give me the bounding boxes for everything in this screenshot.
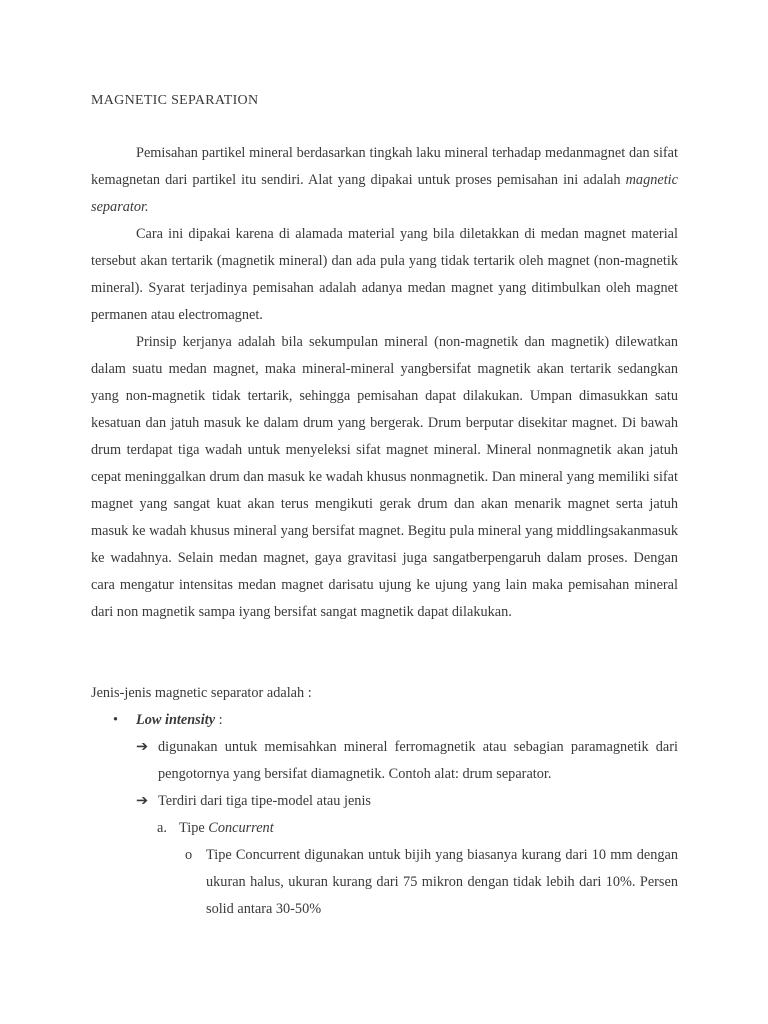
document-body [91,140,678,626]
bullet-marker: • [113,712,119,728]
sub-item-marker: a. [157,820,167,836]
sub-item-a [157,815,274,842]
bullet-item-low-intensity [113,707,223,734]
paragraph-3: Prinsip kerjanya adalah bila sekumpulan mineral (non-magnetik dan magnetik) dilewatkan dalam suatu medan magnet, maka mineral-mineral yangbersifat magnetik akan tertarik sedangkan yang non-magnetik tidak tertarik, sehingga pemisahan dapat dilakukan. Umpan dimasukkan satu kesatuan dan jatuh masuk ke dalam drum yang bergerak. Drum berputar disekitar magnet. Di bawah drum terdapat tiga wadah untuk menyeleksi sifat magnet mineral. Mineral nonmagnetik akan jatuh cepat meninggalkan drum dan masuk ke wadah khusus nonmagnetik. Dan mineral yang memiliki sifat magnet yang sangat kuat akan terus mengikuti gerak drum dan akan menarik magnet serta jatuh masuk ke wadah khusus mineral yang bersifat magnet. Begitu pula mineral yang middlingsakanmasuk ke wadahnya. Selain medan magnet, gaya gravitasi juga sangatberpengaruh dalam proses. Dengan cara mengatur intensitas medan magnet darisatu ujung ke ujung yang lain maka pemisahan mineral dari non magnetik sampa iyang bersifat sangat magnetik dapat dilakukan. [91,334,678,620]
paragraph-1-italic: magnetic separator. [91,172,678,215]
circle-item-1-text: Tipe Concurrent digunakan untuk bijih yang biasanya kurang dari 10 mm dengan ukuran halus, ukuran kurang dari 75 mikron dengan tidak lebih dari 10%. Persen solid antara 30-50% [206,847,678,917]
bullet-label: Low intensity [136,712,216,728]
arrow-item-2-text: Terdiri dari tiga tipe-model atau jenis [158,793,371,809]
arrow-right-icon: ➔ [136,793,148,809]
arrow-item-1-text: digunakan untuk memisahkan mineral ferromagnetik atau sebagian paramagnetik dari pengotornya yang bersifat diamagnetik. Contoh alat: drum separator. [158,739,678,782]
sub-item-prefix: Tipe [179,820,209,836]
paragraph-2: Cara ini dipakai karena di alamada material yang bila diletakkan di medan magnet material tersebut akan tertarik (magnetik mineral) dan ada pula yang tidak tertarik oleh magnet (non-magnetik mineral). Syarat terjadinya pemisahan adalah adanya medan magnet yang ditimbulkan oleh magnet permanen atau electromagnet. [91,226,678,323]
sub-item-italic: Concurrent [208,820,274,836]
bullet-suffix: : [215,712,223,728]
list-intro: Jenis-jenis magnetic separator adalah : [91,685,312,701]
circle-bullet-icon: o [185,847,193,863]
paragraph-1-text: Pemisahan partikel mineral berdasarkan tingkah laku mineral terhadap medanmagnet dan sifat kemagnetan dari partikel itu sendiri. Alat yang dipakai untuk proses pemisahan ini adalah [91,145,678,188]
arrow-item-1 [136,734,678,788]
arrow-item-2 [136,788,678,815]
circle-item-1 [185,842,678,923]
document-title: MAGNETIC SEPARATION [91,93,259,108]
arrow-right-icon: ➔ [136,739,148,755]
paragraph-1 [91,140,678,221]
